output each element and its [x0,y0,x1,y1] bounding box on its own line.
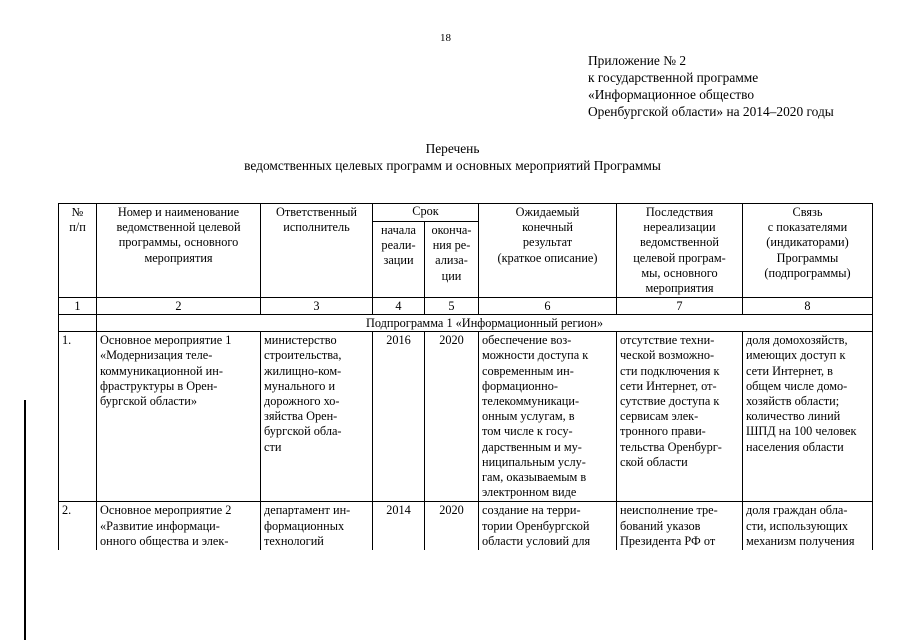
subprogram-empty-cell [59,315,97,332]
cell-line: современным ин- [482,363,574,378]
cell-line: ализа- [435,253,468,268]
row-consequences [617,502,743,550]
cell-line: том числе к госу- [482,424,573,439]
cell-line: сти подключения к [620,363,720,378]
cell-line: Президента РФ от [620,533,716,548]
cell-line: ведомственной [640,235,719,250]
row-consequences [617,332,743,502]
cell-line: доля граждан обла- [746,503,848,518]
cell-line: оконча- [431,222,472,237]
cell-line: формационных [264,518,345,533]
cell-line: населения области [746,439,844,454]
cell-line: начала [381,222,416,237]
column-number-row [59,298,873,315]
cell-line: нереализации [643,220,716,235]
row-start: 2014 [373,502,425,550]
scan-edge-line [24,400,26,640]
row-end: 2020 [425,332,479,502]
cell-line: жилищно-ком- [264,363,342,378]
cell-line: министерство [264,333,337,348]
cell-line: ции [441,268,462,283]
cell-line: (индикаторами) [766,235,849,250]
cell-line: Последствия [645,205,714,219]
cell-line: сети Интернет, в [746,363,833,378]
appendix-note [588,52,834,120]
appendix-line: Приложение № 2 [588,53,687,68]
column-number: 3 [261,298,373,315]
appendix-line: Оренбургской области» на 2014–2020 годы [588,104,834,119]
cell-line: дарственным и му- [482,439,582,454]
row-link [743,332,873,502]
row-name [97,502,261,550]
cell-line: ШПД на 100 человек [746,424,857,439]
row-name [97,332,261,502]
header-link [743,204,873,298]
cell-line: онного общества и элек- [100,533,229,548]
cell-line: с показателями [767,220,848,235]
cell-line: хозяйств области; [746,394,840,409]
cell-line: фраструктуры в Орен- [100,378,218,393]
cell-line: коммуникационной ин- [100,363,223,378]
column-number: 6 [479,298,617,315]
cell-line: (подпрограммы) [764,265,851,280]
cell-line: ской области [620,454,688,469]
cell-line: бований указов [620,518,701,533]
cell-line: сти, использующих [746,518,849,533]
cell-line: мунального и [264,378,336,393]
cell-line: мероприятия [144,250,213,265]
cell-line: исполнитель [283,220,350,235]
cell-line: Основное мероприятие 1 [100,333,232,348]
title-line: Перечень [425,141,480,156]
column-number: 2 [97,298,261,315]
cell-line: можности доступа к [482,348,589,363]
header-executor [261,204,373,298]
header-consequences [617,204,743,298]
cell-line: сутствие доступа к [620,394,720,409]
column-number: 1 [59,298,97,315]
title-line: ведомственных целевых программ и основных мероприятий Программы [244,158,661,173]
cell-line: количество линий [746,409,841,424]
table-row [59,502,873,550]
row-executor [261,502,373,550]
cell-line: доля домохозяйств, [746,333,848,348]
cell-line: ведомственной целевой [116,220,241,235]
appendix-line: к государственной программе [588,70,759,85]
table-row [59,332,873,502]
cell-line: ческой возможно- [620,348,715,363]
cell-line: ния ре- [432,238,471,253]
subprogram-row [59,315,873,332]
row-link [743,502,873,550]
cell-line: создание на терри- [482,503,581,518]
programs-table [58,203,873,550]
document-title [0,140,905,174]
header-num [59,204,97,298]
cell-line: электронном виде [482,485,577,500]
header-result [479,204,617,298]
cell-line: Номер и наименование [117,205,240,219]
column-number: 5 [425,298,479,315]
cell-line: строительства, [264,348,342,363]
cell-line: телекоммуникаци- [482,394,580,409]
cell-line: зяйства Орен- [264,409,338,424]
row-result [479,332,617,502]
cell-line: мероприятия [645,281,714,296]
header-term: Срок [373,204,479,222]
cell-line: сти [264,439,282,454]
column-number: 4 [373,298,425,315]
cell-line: бургской обла- [264,424,342,439]
subprogram-title: Подпрограмма 1 «Информационный регион» [97,315,873,332]
appendix-line: «Информационное общество [588,87,755,102]
cell-line: механизм получения [746,533,855,548]
cell-line: области условий для [482,533,591,548]
row-start: 2016 [373,332,425,502]
cell-line: п/п [69,220,86,235]
cell-line: Ответственный [276,205,357,219]
cell-line: Ожидаемый [515,205,580,219]
header-row [59,204,873,222]
cell-line: результат [522,235,573,250]
cell-line: ниципальным услу- [482,454,586,469]
cell-line: департамент ин- [264,503,351,518]
cell-line: (краткое описание) [497,250,598,265]
cell-line: обеспечение воз- [482,333,572,348]
cell-line: Связь [792,205,823,219]
cell-line: тельства Оренбург- [620,439,722,454]
cell-line: конечный [522,220,573,235]
column-number: 7 [617,298,743,315]
cell-line: Основное мероприятие 2 [100,503,232,518]
cell-line: тронного прави- [620,424,706,439]
cell-line: гам, оказываемым в [482,470,587,485]
page-number: 18 [440,32,451,44]
row-result [479,502,617,550]
cell-line: Программы [776,250,839,265]
column-number: 8 [743,298,873,315]
cell-line: «Модернизация теле- [100,348,213,363]
cell-line: программы, основного [118,235,239,250]
cell-line: «Развитие информаци- [100,518,220,533]
cell-line: общем числе домо- [746,378,848,393]
cell-line: сети Интернет, от- [620,378,717,393]
cell-line: онным услугам, в [482,409,575,424]
header-name [97,204,261,298]
row-num: 2. [59,502,97,550]
row-num: 1. [59,332,97,502]
cell-line: сервисам элек- [620,409,699,424]
row-executor [261,332,373,502]
cell-line: целевой програм- [633,250,726,265]
cell-line: технологий [264,533,324,548]
cell-line: неисполнение тре- [620,503,718,518]
cell-line: дорожного хо- [264,394,340,409]
cell-line: отсутствие техни- [620,333,715,348]
header-start [373,221,425,297]
cell-line: мы, основного [641,265,718,280]
row-end: 2020 [425,502,479,550]
cell-line: формационно- [482,378,558,393]
cell-line: тории Оренбургской [482,518,590,533]
cell-line: реали- [381,238,416,253]
cell-line: № [71,205,84,219]
cell-line: имеющих доступ к [746,348,846,363]
cell-line: бургской области» [100,394,197,409]
cell-line: зации [383,253,414,268]
header-end [425,221,479,297]
